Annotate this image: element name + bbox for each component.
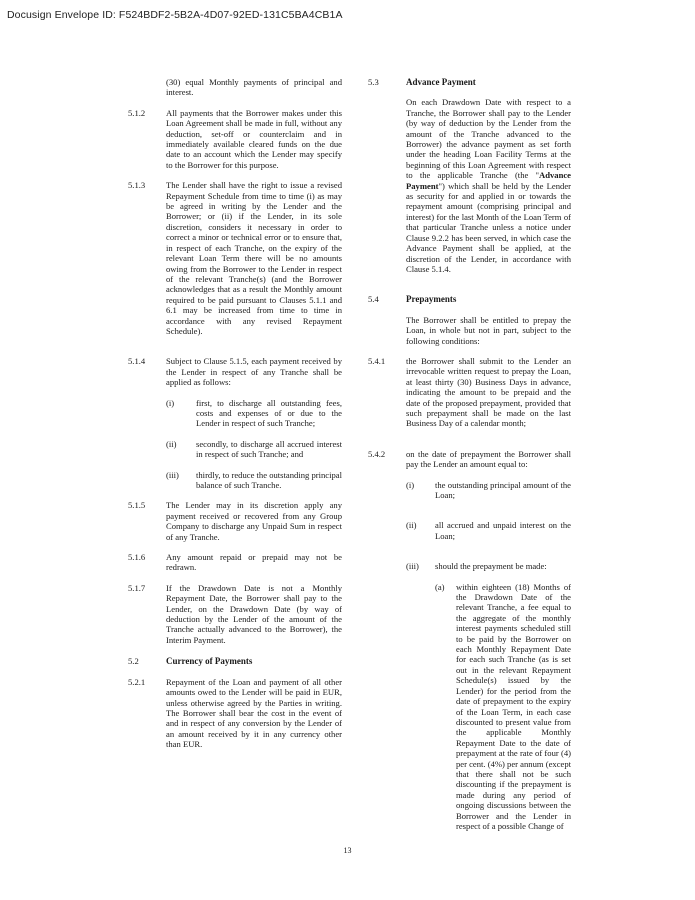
- section-text: The Borrower shall be entitled to prepay the Loan, in whole but not in part, subject to the following conditions:: [406, 314, 571, 346]
- clause-text: the Borrower shall submit to the Lender an irrevocable written request to prepay the Loan, at least thirty (30) Business Days in advance, indicating the amount to be prepaid and the date of the proposed prepayment, provided that such prepayment shall be made on the last Business Day of a calendar month;: [406, 355, 571, 429]
- clause-5-4-1: [368, 356, 571, 429]
- section-number: 5.4: [368, 294, 379, 305]
- item-text: first, to discharge all outstanding fees, costs and expenses of or due to the Lender in respect of such Tranche;: [196, 397, 342, 429]
- section-heading: Currency of Payments: [166, 656, 253, 667]
- clause-text: Repayment of the Loan and payment of all other amounts owed to the Lender will be paid in EUR, unless otherwise agreed by the Parties in writing. The Borrower shall bear the cost in the event of and in respect of any conversion by the Lender of an amount received by it in any currency other than EUR.: [166, 676, 342, 750]
- section-5-2: [128, 656, 342, 666]
- clause-number: 5.2.1: [128, 676, 146, 687]
- page-number: 13: [343, 846, 352, 855]
- list-item: [166, 470, 342, 491]
- section-5-3: [368, 77, 571, 87]
- section-number: 5.3: [368, 77, 379, 87]
- item-label: (i): [166, 397, 175, 408]
- item-label: (i): [406, 479, 415, 490]
- clause-5-4-2: [368, 449, 571, 470]
- clause-text: All payments that the Borrower makes under this Loan Agreement shall be made in full, without any deduction, set-off or counterclaim and in immediately available cleared funds on the due date to an account which the Lender may specify to the Borrower for this purpose.: [166, 107, 342, 170]
- section-number: 5.2: [128, 656, 139, 667]
- right-column: [368, 77, 571, 831]
- clause-5-1-4: [128, 356, 342, 387]
- clause-number: 5.4.1: [368, 355, 386, 366]
- clause-text: on the date of prepayment the Borrower shall pay the Lender an amount equal to:: [406, 448, 571, 470]
- list-item: [406, 561, 571, 571]
- item-text: all accrued and unpaid interest on the Loan;: [435, 520, 571, 541]
- list-item: [406, 520, 571, 541]
- section-heading: Prepayments: [406, 294, 457, 305]
- clause-5-1-6: [128, 552, 342, 573]
- clause-5-1-3: [128, 180, 342, 336]
- clause-number: 5.1.7: [128, 582, 146, 593]
- left-column: [128, 77, 342, 750]
- clause-text: If the Drawdown Date is not a Monthly Repayment Date, the Borrower shall pay to the Lender, on the Drawdown Date (by way of deduction by the Lender of the amount of the Tranche actually advanced to the Borrower), the Interim Payment.: [166, 582, 342, 645]
- advance-text-after: ") which shall be held by the Lender as security for and applied in or towards the repayment amount (comprising principal and interest) for the last Month of the Loan Term of that particular Tranche unless a notice under Clause 9.2.2 has been served, in which case the Advance Payment shall be applied, at the discretion of the Lender, in accordance with Clause 5.1.4.: [406, 180, 571, 274]
- clause-5-1-2: [128, 108, 342, 170]
- section-heading: Advance Payment: [406, 77, 476, 87]
- clause-number: 5.1.2: [128, 107, 146, 118]
- item-text: thirdly, to reduce the outstanding principal balance of such Tranche.: [196, 469, 342, 490]
- clause-5-1-5: [128, 500, 342, 542]
- continuation-text: (30) equal Monthly payments of principal and interest.: [166, 77, 342, 98]
- clause-5-1-7: [128, 583, 342, 645]
- item-label: (ii): [166, 438, 177, 449]
- clause-number: 5.1.6: [128, 552, 146, 563]
- item-text: should the prepayment be made:: [435, 561, 547, 572]
- clause-number: 5.1.5: [128, 500, 146, 511]
- section-text: [406, 97, 571, 274]
- defined-term: Advance Payment: [406, 170, 571, 191]
- item-label: (iii): [166, 469, 179, 480]
- subitem-label: (a): [435, 581, 445, 592]
- envelope-id-header: Docusign Envelope ID: F524BDF2-5B2A-4D07-92ED-131C5BA4CB1A: [7, 9, 343, 21]
- clause-text: The Lender shall have the right to issue a revised Repayment Schedule from time to time (i) as may be agreed in writing by the Lender and the Borrower; or (ii) if the Lender, in its sole discretion, considers it necessary in order to correct a minor or technical error or to ensure that, in respect of each Tranche, on the expiry of the relevant Loan Term there will be no amounts owing from the Borrower to the Lender in respect of the relevant Tranche(s) (and the Borrower acknowledges that as a result the Monthly amount required to be paid pursuant to Clauses 5.1.1 and 6.1 may be increased from time to time in accordance with any revised Repayment Schedule).: [166, 180, 342, 336]
- clause-number: 5.4.2: [368, 448, 386, 459]
- list-item: [166, 439, 342, 460]
- clause-text: Any amount repaid or prepaid may not be redrawn.: [166, 552, 342, 573]
- clause-number: 5.1.3: [128, 180, 146, 191]
- clause-number: 5.1.4: [128, 356, 146, 367]
- subitem-text: within eighteen (18) Months of the Drawdown Date of the relevant Tranche, a fee equal to the aggregate of the monthly interest payments scheduled still to be paid by the Borrower on each Monthly Repayment Date for each such Tranche (as is set out in the relevant Repayment Schedule(s) issued by the Lender) for the period from the date of prepayment to the expiry of the Loan Term, in each case discounted to present value from the applicable Monthly Repayment Date to the date of prepayment at the rate of four (4) per cent. (4%) per annum (except that there shall not be such discounting if the prepayment is made during any period of ongoing discussions between the Borrower and the Lender in respect of a possible Change of: [456, 581, 572, 831]
- clause-text: The Lender may in its discretion apply any payment received or recovered from any Group Company to discharge any Unpaid Sum in respect of any Tranche.: [166, 500, 342, 542]
- clause-text: Subject to Clause 5.1.5, each payment received by the Lender in respect of any Tranche shall be applied as follows:: [166, 356, 342, 388]
- list-item: [166, 398, 342, 429]
- item-text: the outstanding principal amount of the Loan;: [435, 479, 571, 500]
- advance-text-before: On each Drawdown Date with respect to a Tranche, the Borrower shall pay to the Lender (by way of deduction by the Lender from the amount of the Tranche advanced to the Borrower) the advance payment as set forth under the heading Loan Facility Terms at the beginning of this Loan Agreement with respect to the applicable Tranche (the ": [406, 97, 571, 181]
- item-text: secondly, to discharge all accrued interest in respect of such Tranche; and: [196, 438, 342, 460]
- clause-5-2-1: [128, 677, 342, 750]
- item-label: (ii): [406, 520, 417, 531]
- section-5-4: [368, 294, 571, 304]
- list-subitem: [435, 582, 571, 832]
- item-label: (iii): [406, 561, 419, 572]
- list-item: [406, 480, 571, 501]
